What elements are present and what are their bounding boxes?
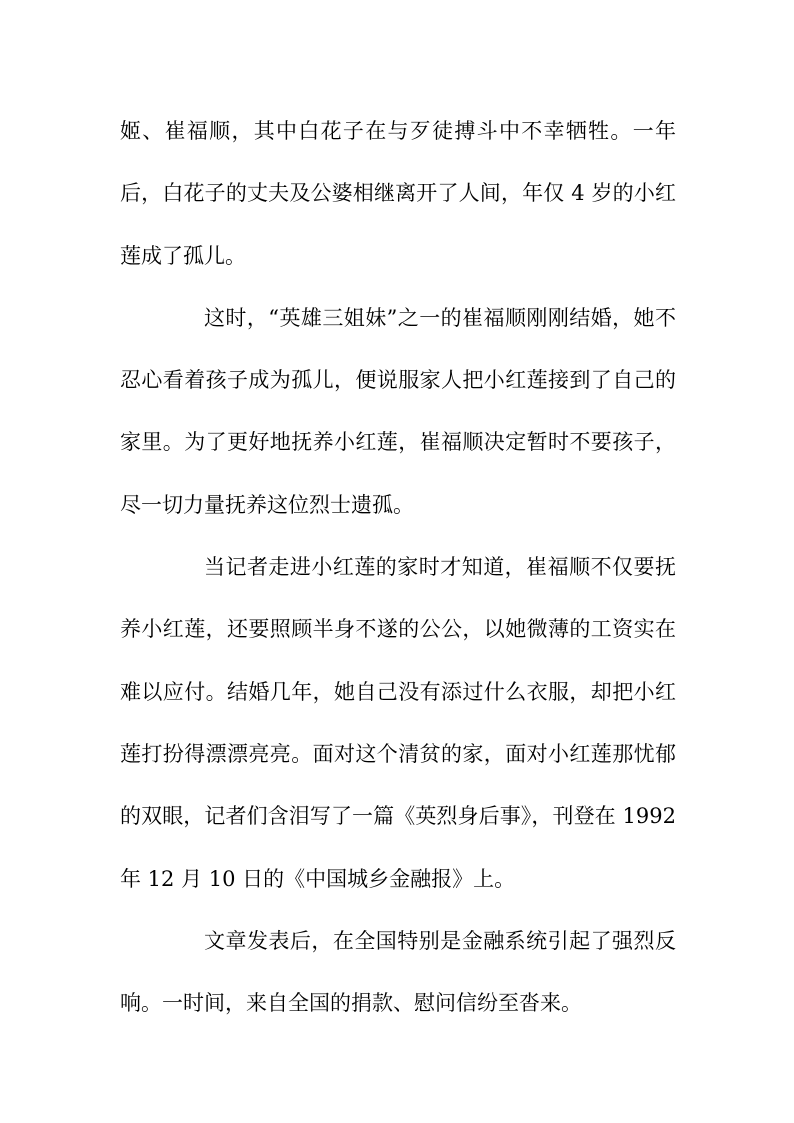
body-text bbox=[120, 100, 676, 1034]
paragraph-continued: 姬、崔福顺，其中白花子在与歹徒搏斗中不幸牺牲。一年后，白花子的丈夫及公婆相继离开了人间，年仅 4 岁的小红莲成了孤儿。 bbox=[120, 119, 676, 268]
paragraph: 文章发表后，在全国特别是金融系统引起了强烈反响。一时间，来自全国的捐款、慰问信纷至沓来。 bbox=[120, 928, 676, 1016]
paragraph: 这时，“英雄三姐妹”之一的崔福顺刚刚结婚，她不忍心看着孩子成为孤儿，便说服家人把小红莲接到了自己的家里。为了更好地抚养小红莲，崔福顺决定暂时不要孩子，尽一切力量抚养这位烈士遗孤。 bbox=[120, 305, 676, 517]
paragraph: 当记者走进小红莲的家时才知道，崔福顺不仅要抚养小红莲，还要照顾半身不遂的公公，以她微薄的工资实在难以应付。结婚几年，她自己没有添过什么衣服，却把小红莲打扮得漂漂亮亮。面对这个清贫的家，面对小红莲那忧郁的双眼，记者们含泪写了一篇《英烈身后事》，刊登在 1992 年 12 月 10 日的《中国城乡金融报》上。 bbox=[120, 555, 676, 891]
